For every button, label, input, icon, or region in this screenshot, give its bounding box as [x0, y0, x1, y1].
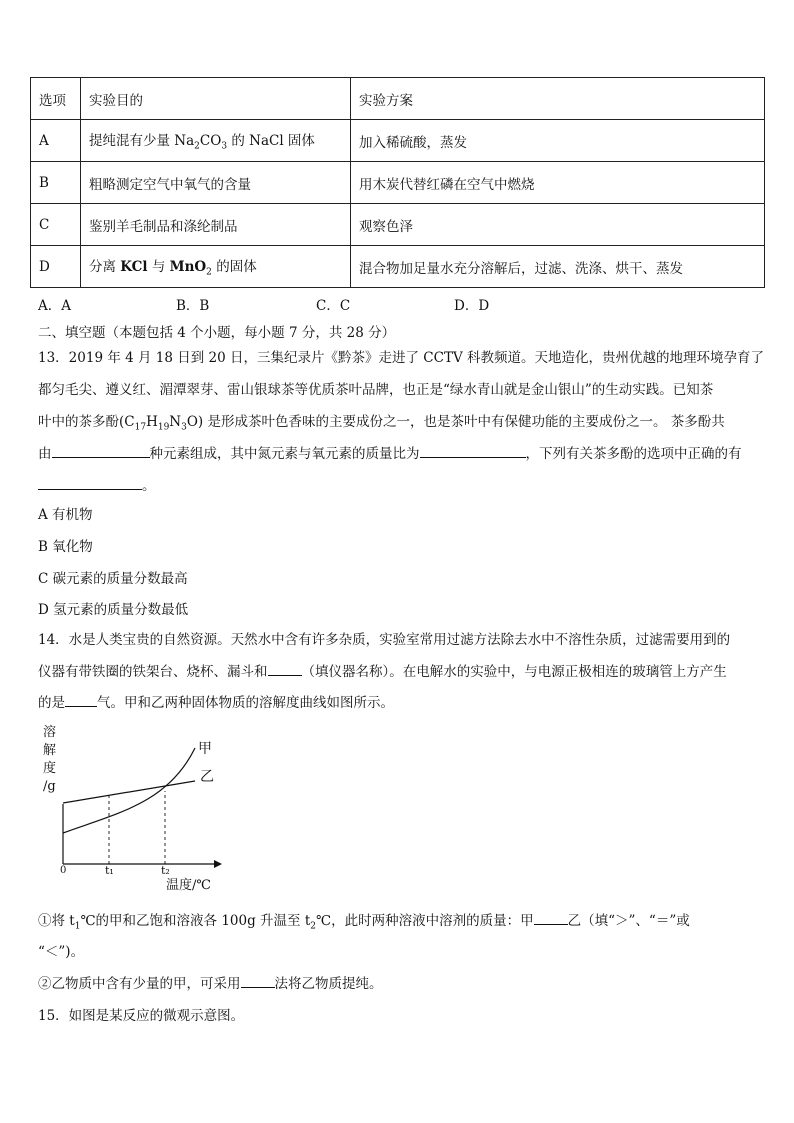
y-axis-label-char: 解 — [43, 743, 57, 758]
answer-blank[interactable] — [420, 443, 526, 458]
x-tick-t2: t₂ — [161, 864, 170, 877]
experiment-table — [30, 77, 765, 288]
x-axis-arrow — [214, 860, 222, 868]
q13-option-d: D 氢元素的质量分数最低 — [38, 602, 189, 618]
q14-line-2: 仪器有带铁圈的铁架台、烧杯、漏斗和 （填仪器名称）。在电解水的实验中，与电源正极相连的玻璃管上方产生 — [38, 660, 727, 680]
choice-a: A．A — [38, 298, 71, 314]
series-yi-label: 乙 — [200, 769, 214, 785]
row-plan: 用木炭代替红磷在空气中燃烧 — [351, 162, 765, 204]
series-jia-curve — [63, 748, 195, 833]
answer-blank[interactable] — [65, 692, 97, 707]
q14-line-1: 14．水是人类宝贵的自然资源。天然水中含有许多杂质，实验室常用过滤方法除去水中不溶性杂质，过滤需要用到的 — [38, 632, 731, 648]
row-plan: 加入稀硫酸，蒸发 — [351, 120, 765, 162]
origin-label: 0 — [60, 865, 67, 876]
header-plan: 实验方案 — [351, 78, 765, 120]
row-option: B — [31, 162, 81, 204]
q13-line-1: 13．2019 年 4 月 18 日到 20 日，三集纪录片《黔茶》走进了 CCTV 科教频道。天地造化，贵州优越的地理环境孕育了 — [38, 350, 765, 366]
choice-c: C．C — [316, 298, 351, 314]
q14-line-3: 的是 气。甲和乙两种固体物质的溶解度曲线如图所示。 — [38, 691, 394, 711]
table-row — [31, 120, 765, 162]
series-yi-line — [63, 781, 195, 803]
row-option: A — [31, 120, 81, 162]
y-axis-label-char: 溶 — [43, 725, 57, 740]
q13-line-2: 都匀毛尖、遵义红、湄潭翠芽、雷山银球茶等优质茶叶品牌，也正是“绿水青山就是金山银山”的生动实践。已知茶 — [38, 382, 714, 398]
row-goal: 粗略测定空气中氧气的含量 — [81, 162, 351, 204]
row-goal: 分离 KCl 与 MnO$_2$ 的固体 — [81, 246, 351, 288]
table-header-row — [31, 78, 765, 120]
y-axis-label-char: /g — [43, 779, 56, 794]
q13-option-c: C 碳元素的质量分数最高 — [38, 571, 188, 587]
q14-sub1-line-2: “＜”)。 — [38, 944, 85, 960]
series-jia-label: 甲 — [198, 741, 212, 757]
section-title: 二、填空题（本题包括 4 个小题，每小题 7 分，共 28 分） — [38, 325, 396, 341]
q13-line-5: 。 — [38, 474, 156, 494]
q13-line-4: 由 种元素组成，其中氮元素与氧元素的质量比为 ，下列有关茶多酚的选项中正确的有 — [38, 442, 742, 462]
answer-blank[interactable] — [241, 973, 275, 988]
answer-blank[interactable] — [52, 443, 150, 458]
q14-sub2: ②乙物质中含有少量的甲，可采用 法将乙物质提纯。 — [38, 972, 383, 992]
table-row — [31, 204, 765, 246]
choice-b: B．B — [176, 298, 210, 314]
table-row — [31, 246, 765, 288]
row-plan: 观察色泽 — [351, 204, 765, 246]
q13-option-a: A 有机物 — [38, 507, 93, 523]
x-axis-label: 温度/℃ — [166, 878, 211, 893]
solubility-chart — [38, 718, 238, 896]
row-option: C — [31, 204, 81, 246]
y-axis-label — [43, 724, 56, 794]
header-goal: 实验目的 — [81, 78, 351, 120]
answer-blank[interactable] — [534, 910, 568, 925]
row-goal: 提纯混有少量 $Na_2CO_3$ 的 NaCl 固体 — [81, 120, 351, 162]
answer-blank[interactable] — [38, 475, 142, 490]
y-axis-label-char: 度 — [43, 761, 57, 776]
choice-d: D．D — [454, 298, 490, 314]
row-goal: 鉴别羊毛制品和涤纶制品 — [81, 204, 351, 246]
q14-sub1-line-1: ①将 $t_1℃$的甲和乙饱和溶液各 100g 升温至 $t_2℃$，此时两种溶液中溶剂的质量：甲 乙（填“＞”、“＝”或 — [38, 909, 690, 932]
row-plan: 混合物加足量水充分溶解后，过滤、洗涤、烘干、蒸发 — [351, 246, 765, 288]
table-row — [31, 162, 765, 204]
answer-blank[interactable] — [268, 661, 302, 676]
q13-line-3: 叶中的茶多酚$(C_{17}H_{19}N_3O)$ 是形成茶叶色香味的主要成份之一，也是茶叶中有保健功能的主要成份之一。 茶多酚共 — [38, 414, 725, 433]
q15-line: 15．如图是某反应的微观示意图。 — [38, 1008, 245, 1024]
row-option: D — [31, 246, 81, 288]
q13-option-b: B 氧化物 — [38, 539, 93, 555]
x-tick-t1: t₁ — [105, 864, 114, 877]
header-option: 选项 — [31, 78, 81, 120]
